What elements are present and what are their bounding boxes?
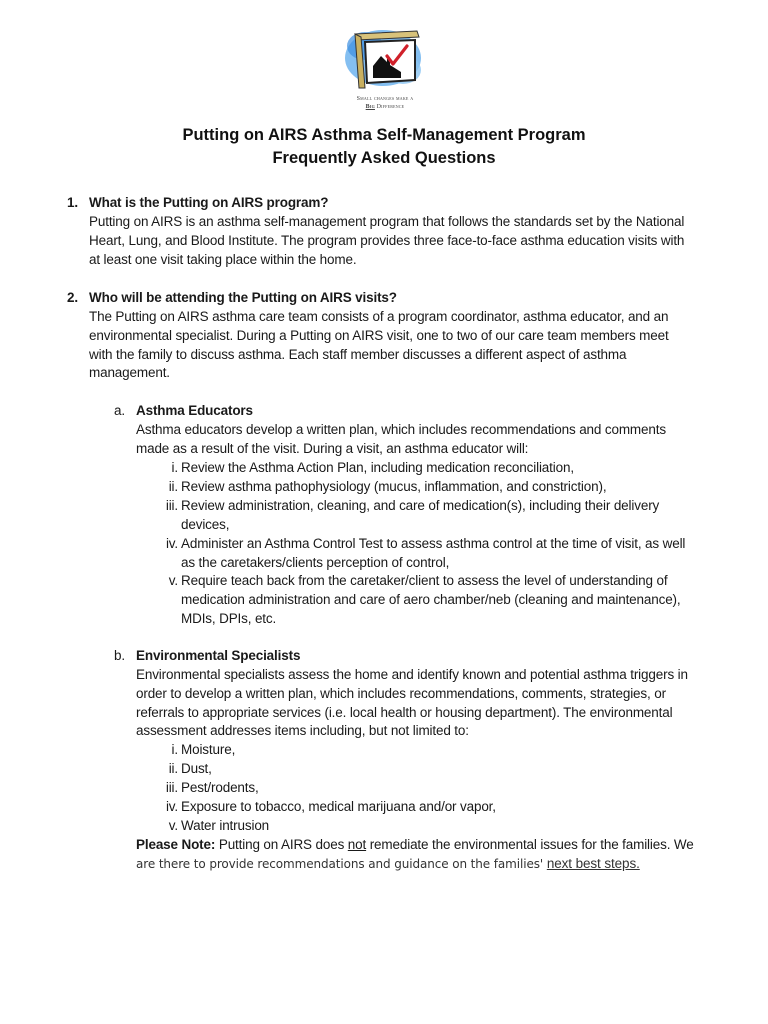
note-line-2 [136, 855, 726, 874]
house-checkmark-sign-icon [343, 26, 425, 90]
subsection-text [136, 421, 726, 459]
list-item-text: Water intrusion [181, 818, 270, 833]
subsection-text [136, 666, 726, 741]
subsection-line: made as a result of the visit. During a visit, an asthma educator will: [136, 440, 529, 456]
list-numeral: iv. [165, 536, 178, 551]
list-item-text: Dust, [181, 761, 212, 776]
question-heading: Who will be attending the Putting on AIRS visits? [89, 290, 397, 305]
list-item-text: as the caretakers/clients perception of control, [181, 554, 450, 570]
list-numeral: v. [168, 573, 178, 588]
subsection-line: Environmental specialists assess the home and identify known and potential asthma triggers in [136, 667, 688, 682]
logo [343, 26, 425, 90]
list-numeral: iii. [165, 780, 178, 795]
list-item-text: Review the Asthma Action Plan, including medication reconciliation, [181, 460, 574, 475]
note-next-best-steps: next best steps. [546, 855, 640, 871]
answer-line: with the family to discuss asthma. Each staff member discusses a different aspect of asthma [89, 346, 627, 362]
list-item-text: Review asthma pathophysiology (mucus, inflammation, and constriction), [181, 479, 607, 494]
list-item-text: devices, [181, 516, 230, 532]
list-numeral: ii. [168, 479, 178, 494]
list-item-text: Moisture, [181, 742, 236, 757]
note-text: are there to provide recommendations and guidance on the families' [136, 856, 547, 871]
list-item-text: Pest/rodents, [181, 780, 259, 795]
question-heading: What is the Putting on AIRS program? [89, 195, 329, 210]
list-item-text: medication administration and care of aero chamber/neb (cleaning and maintenance), [181, 591, 681, 607]
subsection-heading: Environmental Specialists [136, 648, 301, 663]
answer-line: management. [89, 365, 170, 381]
tagline-big: Big [365, 104, 375, 110]
list-numeral: i. [171, 742, 178, 757]
subsection-letter: b. [114, 648, 125, 663]
list-numeral: v. [168, 818, 178, 833]
list-numeral: ii. [168, 761, 178, 776]
answer-line: environmental specialist. During a Putting on AIRS visit, one to two of our care team members meet [89, 327, 669, 343]
title-line-1: Putting on AIRS Asthma Self-Management Program [182, 126, 586, 144]
list-item-text: Review administration, cleaning, and care of medication(s), including their delivery [181, 498, 660, 513]
answer-text [89, 213, 729, 269]
list-numeral: i. [171, 460, 178, 475]
list-item-text: Administer an Asthma Control Test to assess asthma control at the time of visit, as well [181, 536, 686, 551]
answer-text [89, 308, 729, 383]
tagline-line-1: Small changes make a [356, 96, 414, 102]
list-numeral: iv. [165, 799, 178, 814]
subsection-heading: Asthma Educators [136, 403, 253, 418]
tagline-difference: Difference [374, 104, 405, 110]
question-number: 2. [67, 290, 78, 305]
note-emphasis-not: not [347, 837, 367, 852]
answer-line: Heart, Lung, and Blood Institute. The program provides three face-to-face asthma education visits with [89, 232, 685, 248]
subsection-line: order to develop a written plan, which includes recommendations, comments, strategies, or [136, 685, 666, 701]
page-title [0, 124, 768, 170]
answer-line: The Putting on AIRS asthma care team consists of a program coordinator, asthma educator, and an [89, 309, 669, 324]
tagline-line-2 [330, 103, 440, 111]
note-label: Please Note: [136, 837, 216, 852]
question-number: 1. [67, 195, 78, 210]
note-text: Putting on AIRS does [215, 837, 348, 852]
note-text: remediate the environmental issues for the families. We [366, 837, 694, 852]
subsection-line: Asthma educators develop a written plan, which includes recommendations and comments [136, 422, 666, 437]
subsection-letter: a. [114, 403, 125, 418]
list-item-text: MDIs, DPIs, etc. [181, 610, 277, 626]
note-line-1 [136, 836, 726, 855]
logo-tagline [330, 95, 440, 111]
subsection-line: referrals to appropriate services (i.e. local health or housing department). The environmental [136, 704, 673, 720]
title-line-2: Frequently Asked Questions [272, 149, 496, 167]
list-item-text: Require teach back from the caretaker/client to assess the level of understanding of [181, 573, 668, 588]
list-numeral: iii. [165, 498, 178, 513]
list-item-text: Exposure to tobacco, medical marijuana and/or vapor, [181, 799, 496, 814]
answer-line: at least one visit taking place within the home. [89, 251, 357, 267]
please-note [136, 836, 726, 874]
subsection-line: assessment addresses items including, but not limited to: [136, 723, 469, 739]
answer-line: Putting on AIRS is an asthma self-management program that follows the standards set by the National [89, 214, 685, 229]
